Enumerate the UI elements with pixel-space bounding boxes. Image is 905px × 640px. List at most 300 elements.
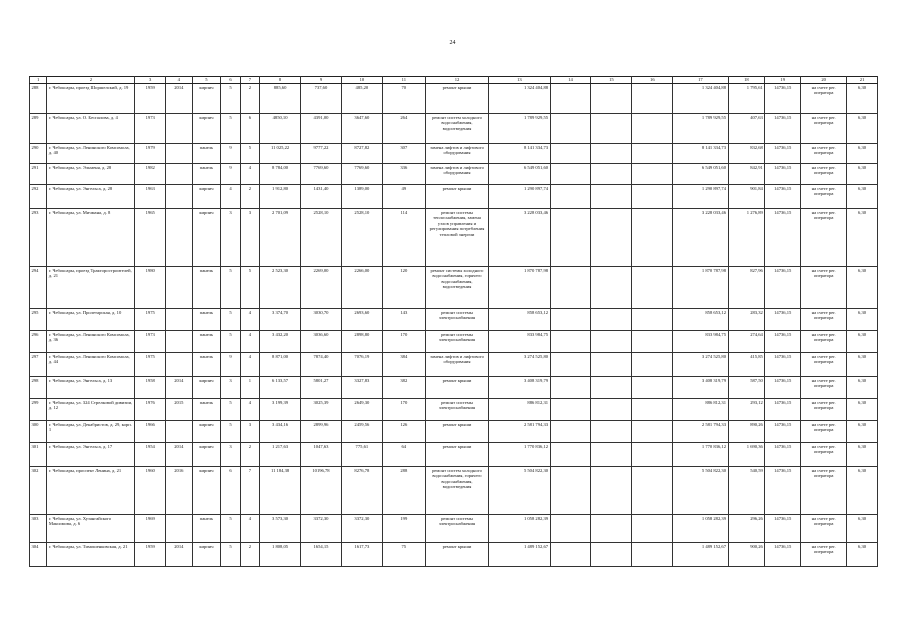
cell-residential-area: 485,20 xyxy=(341,84,382,114)
cell-premises-area: 3036,60 xyxy=(301,331,342,353)
cell-unit-cost: 415,85 xyxy=(728,353,765,377)
cell-owners-funds: 3 274 525,80 xyxy=(673,353,728,377)
cell-owners-funds: 3 228 033,46 xyxy=(673,209,728,267)
cell-residents: 120 xyxy=(382,267,425,309)
cell-cost-col-15 xyxy=(591,399,632,421)
cell-row-number: 291 xyxy=(30,164,47,185)
cell-row-number: 290 xyxy=(30,144,47,164)
cell-work-type: ремонт крыши xyxy=(425,84,488,114)
cell-address: г. Чебоксары, ул. Энгельса, д. 28 xyxy=(47,185,135,209)
cell-planned-year-col: 6,30 xyxy=(847,331,878,353)
cell-unit-cost: 827,96 xyxy=(728,267,765,309)
cell-cost-col-14 xyxy=(550,84,591,114)
column-number: 15 xyxy=(591,77,632,84)
cell-unit-cost: 1 795,61 xyxy=(728,84,765,114)
cell-cost-col-16 xyxy=(632,209,673,267)
cell-work-type: замена лифтов и лифтового оборудования xyxy=(425,353,488,377)
cell-fund-method: на счете рег. оператора xyxy=(801,377,847,399)
column-number: 17 xyxy=(673,77,728,84)
cell-row-number: 295 xyxy=(30,309,47,331)
cell-cost-col-16 xyxy=(632,515,673,543)
cell-total-area: 1 808,05 xyxy=(260,543,301,567)
cell-cost-col-16 xyxy=(632,164,673,185)
cell-year-built: 1982 xyxy=(135,164,166,185)
cell-address: г. Чебоксары, проезд Тракторостроителей, д. 21 xyxy=(47,267,135,309)
cell-planned-year-col: 6,30 xyxy=(847,399,878,421)
cell-cost-col-14 xyxy=(550,443,591,467)
cell-residents: 143 xyxy=(382,309,425,331)
cell-entrances: 4 xyxy=(240,353,259,377)
cell-cost-col-15 xyxy=(591,309,632,331)
cell-fund-method: на счете рег. оператора xyxy=(801,114,847,144)
cell-cost-col-14 xyxy=(550,421,591,443)
cell-unit-limit: 14736,15 xyxy=(765,114,801,144)
cell-cost-col-14 xyxy=(550,331,591,353)
cell-wall-material: кирпич xyxy=(192,377,221,399)
cell-address: г. Чебоксары, ул. Пролетарская, д. 10 xyxy=(47,309,135,331)
cell-premises-area: 5801,27 xyxy=(301,377,342,399)
column-number: 4 xyxy=(166,77,193,84)
column-number: 18 xyxy=(728,77,765,84)
cell-cost-col-16 xyxy=(632,543,673,567)
cell-fund-method: на счете рег. оператора xyxy=(801,515,847,543)
cell-unit-limit: 14736,15 xyxy=(765,443,801,467)
cell-wall-material: панель xyxy=(192,399,221,421)
cell-wall-material: кирпич xyxy=(192,185,221,209)
cell-row-number: 299 xyxy=(30,399,47,421)
cell-work-type: ремонт крыши xyxy=(425,185,488,209)
cell-cost-col-14 xyxy=(550,399,591,421)
cell-cost-col-15 xyxy=(591,515,632,543)
cell-year-renovated xyxy=(166,185,193,209)
table-row xyxy=(30,267,878,309)
column-number: 11 xyxy=(382,77,425,84)
cell-unit-cost: 540,59 xyxy=(728,467,765,515)
cell-total-area: 11 025,22 xyxy=(260,144,301,164)
cell-total-cost: 833 984,75 xyxy=(489,331,550,353)
cell-year-built: 1975 xyxy=(135,353,166,377)
cell-cost-col-14 xyxy=(550,515,591,543)
cell-owners-funds: 833 984,75 xyxy=(673,331,728,353)
cell-residents: 264 xyxy=(382,114,425,144)
cell-cost-col-16 xyxy=(632,377,673,399)
cell-cost-col-16 xyxy=(632,467,673,515)
cell-cost-col-14 xyxy=(550,467,591,515)
cell-total-cost: 1 870 787,98 xyxy=(489,267,550,309)
cell-unit-cost: 842,91 xyxy=(728,164,765,185)
cell-premises-area: 3372,30 xyxy=(301,515,342,543)
cell-floors: 5 xyxy=(221,399,240,421)
cell-wall-material: кирпич xyxy=(192,467,221,515)
cell-owners-funds: 886 812,31 xyxy=(673,399,728,421)
cell-entrances: 5 xyxy=(240,267,259,309)
cell-cost-col-16 xyxy=(632,185,673,209)
cell-wall-material: кирпич xyxy=(192,543,221,567)
cell-year-renovated xyxy=(166,144,193,164)
cell-unit-limit: 14736,15 xyxy=(765,399,801,421)
cell-cost-col-16 xyxy=(632,443,673,467)
cell-planned-year-col: 6,30 xyxy=(847,353,878,377)
cell-premises-area: 737,60 xyxy=(301,84,342,114)
capital-repair-table xyxy=(29,76,878,567)
cell-unit-limit: 14736,15 xyxy=(765,309,801,331)
cell-residents: 382 xyxy=(382,377,425,399)
cell-year-built: 1973 xyxy=(135,114,166,144)
cell-cost-col-14 xyxy=(550,209,591,267)
column-number: 21 xyxy=(847,77,878,84)
cell-wall-material: кирпич xyxy=(192,84,221,114)
cell-total-cost: 1 489 152,67 xyxy=(489,543,550,567)
cell-residents: 384 xyxy=(382,353,425,377)
cell-floors: 5 xyxy=(221,114,240,144)
cell-owners-funds: 1 770 836,12 xyxy=(673,443,728,467)
cell-cost-col-15 xyxy=(591,209,632,267)
cell-total-cost: 8 141 334,73 xyxy=(489,144,550,164)
cell-residential-area: 1617,73 xyxy=(341,543,382,567)
cell-year-built: 1976 xyxy=(135,399,166,421)
cell-planned-year-col: 6,30 xyxy=(847,443,878,467)
cell-wall-material: кирпич xyxy=(192,209,221,267)
cell-planned-year-col: 6,30 xyxy=(847,377,878,399)
column-number: 10 xyxy=(341,77,382,84)
cell-planned-year-col: 6,30 xyxy=(847,543,878,567)
cell-unit-cost: 296,26 xyxy=(728,515,765,543)
cell-unit-cost: 900,26 xyxy=(728,543,765,567)
cell-residents: 307 xyxy=(382,144,425,164)
cell-cost-col-16 xyxy=(632,84,673,114)
cell-row-number: 293 xyxy=(30,209,47,267)
cell-cost-col-15 xyxy=(591,185,632,209)
column-number: 7 xyxy=(240,77,259,84)
cell-total-area: 2 701,09 xyxy=(260,209,301,267)
cell-planned-year-col: 6,30 xyxy=(847,421,878,443)
cell-year-renovated xyxy=(166,331,193,353)
table-row xyxy=(30,467,878,515)
cell-entrances: 2 xyxy=(240,443,259,467)
cell-year-renovated xyxy=(166,309,193,331)
cell-row-number: 294 xyxy=(30,267,47,309)
column-number: 20 xyxy=(801,77,847,84)
cell-work-type: ремонт системы электроснабжения xyxy=(425,331,488,353)
cell-address: г. Чебоксары, ул. Энгельса, д. 17 xyxy=(47,443,135,467)
cell-planned-year-col: 6,30 xyxy=(847,515,878,543)
cell-total-area: 8 871,00 xyxy=(260,353,301,377)
table-row xyxy=(30,84,878,114)
cell-cost-col-14 xyxy=(550,353,591,377)
cell-fund-method: на счете рег. оператора xyxy=(801,185,847,209)
cell-total-cost: 1 789 929,55 xyxy=(489,114,550,144)
table-row xyxy=(30,515,878,543)
cell-unit-cost: 293,12 xyxy=(728,399,765,421)
cell-total-area: 3 434,16 xyxy=(260,421,301,443)
cell-total-cost: 3 228 033,46 xyxy=(489,209,550,267)
cell-row-number: 302 xyxy=(30,467,47,515)
column-number-row xyxy=(30,77,878,84)
cell-unit-cost: 274,64 xyxy=(728,331,765,353)
cell-owners-funds: 2 581 794,33 xyxy=(673,421,728,443)
cell-work-type: ремонт системы холодного водоснабжения, горячего водоснабжения, водоотведения xyxy=(425,267,488,309)
cell-residents: 126 xyxy=(382,421,425,443)
table-row xyxy=(30,164,878,185)
cell-wall-material: кирпич xyxy=(192,114,221,144)
page-number: 24 xyxy=(449,40,456,46)
cell-year-built: 1975 xyxy=(135,309,166,331)
cell-owners-funds: 3 408 319,79 xyxy=(673,377,728,399)
cell-total-area: 3 573,30 xyxy=(260,515,301,543)
cell-fund-method: на счете рег. оператора xyxy=(801,421,847,443)
cell-year-renovated xyxy=(166,209,193,267)
cell-residential-area: 775,61 xyxy=(341,443,382,467)
column-number: 3 xyxy=(135,77,166,84)
cell-row-number: 296 xyxy=(30,331,47,353)
column-number: 1 xyxy=(30,77,47,84)
cell-residential-area: 2459,56 xyxy=(341,421,382,443)
cell-entrances: 4 xyxy=(240,399,259,421)
cell-cost-col-16 xyxy=(632,353,673,377)
cell-row-number: 289 xyxy=(30,114,47,144)
cell-entrances: 4 xyxy=(240,164,259,185)
cell-total-area: 6 133,57 xyxy=(260,377,301,399)
cell-year-renovated: 2016 xyxy=(166,467,193,515)
cell-residential-area: 2266,00 xyxy=(341,267,382,309)
cell-fund-method: на счете рег. оператора xyxy=(801,209,847,267)
cell-planned-year-col: 6,30 xyxy=(847,185,878,209)
cell-row-number: 303 xyxy=(30,515,47,543)
cell-residential-area: 2693,60 xyxy=(341,309,382,331)
cell-unit-cost: 1 276,89 xyxy=(728,209,765,267)
cell-unit-limit: 14736,15 xyxy=(765,515,801,543)
cell-year-renovated: 2014 xyxy=(166,543,193,567)
table-row xyxy=(30,309,878,331)
table-row xyxy=(30,377,878,399)
cell-year-built: 1980 xyxy=(135,267,166,309)
cell-year-built: 1965 xyxy=(135,209,166,267)
cell-unit-limit: 14736,15 xyxy=(765,421,801,443)
cell-year-built: 1960 xyxy=(135,467,166,515)
cell-cost-col-15 xyxy=(591,267,632,309)
table-row xyxy=(30,543,878,567)
cell-planned-year-col: 6,30 xyxy=(847,144,878,164)
cell-premises-area: 2269,00 xyxy=(301,267,342,309)
cell-residential-area: 8276,78 xyxy=(341,467,382,515)
cell-premises-area: 9777,22 xyxy=(301,144,342,164)
column-number: 12 xyxy=(425,77,488,84)
cell-row-number: 288 xyxy=(30,84,47,114)
cell-owners-funds: 1 058 282,39 xyxy=(673,515,728,543)
cell-fund-method: на счете рег. оператора xyxy=(801,164,847,185)
cell-planned-year-col: 6,30 xyxy=(847,84,878,114)
cell-work-type: ремонт систем холодного водоснабжения, горячего водоснабжения, водоотведения xyxy=(425,467,488,515)
cell-total-cost: 6 549 051,60 xyxy=(489,164,550,185)
cell-cost-col-16 xyxy=(632,399,673,421)
cell-unit-cost: 890,26 xyxy=(728,421,765,443)
cell-floors: 4 xyxy=(221,185,240,209)
cell-year-renovated xyxy=(166,267,193,309)
cell-row-number: 301 xyxy=(30,443,47,467)
cell-residents: 336 xyxy=(382,164,425,185)
cell-premises-area: 7769,60 xyxy=(301,164,342,185)
table-row xyxy=(30,144,878,164)
cell-cost-col-14 xyxy=(550,267,591,309)
cell-wall-material: панель xyxy=(192,144,221,164)
cell-year-built: 1969 xyxy=(135,515,166,543)
cell-total-area: 885,60 xyxy=(260,84,301,114)
cell-wall-material: панель xyxy=(192,164,221,185)
cell-planned-year-col: 6,30 xyxy=(847,467,878,515)
table-row xyxy=(30,443,878,467)
cell-year-renovated xyxy=(166,114,193,144)
cell-floors: 5 xyxy=(221,84,240,114)
column-number: 8 xyxy=(260,77,301,84)
cell-fund-method: на счете рег. оператора xyxy=(801,399,847,421)
cell-unit-cost: 901,84 xyxy=(728,185,765,209)
cell-planned-year-col: 6,30 xyxy=(847,267,878,309)
cell-premises-area: 7874,40 xyxy=(301,353,342,377)
cell-owners-funds: 1 324 404,88 xyxy=(673,84,728,114)
cell-premises-area: 2528,10 xyxy=(301,209,342,267)
cell-row-number: 300 xyxy=(30,421,47,443)
cell-unit-limit: 14736,15 xyxy=(765,144,801,164)
cell-residents: 70 xyxy=(382,84,425,114)
cell-work-type: ремонт систем холодного водоснабжения, водоотведения xyxy=(425,114,488,144)
cell-entrances: 3 xyxy=(240,209,259,267)
cell-residents: 114 xyxy=(382,209,425,267)
cell-year-renovated: 2014 xyxy=(166,443,193,467)
cell-total-cost: 2 581 794,33 xyxy=(489,421,550,443)
column-number: 2 xyxy=(47,77,135,84)
cell-fund-method: на счете рег. оператора xyxy=(801,543,847,567)
cell-planned-year-col: 6,30 xyxy=(847,209,878,267)
cell-floors: 3 xyxy=(221,209,240,267)
cell-cost-col-15 xyxy=(591,164,632,185)
cell-total-area: 3 374,70 xyxy=(260,309,301,331)
cell-unit-limit: 14736,15 xyxy=(765,331,801,353)
cell-work-type: ремонт системы электроснабжения xyxy=(425,399,488,421)
cell-residential-area: 2528,10 xyxy=(341,209,382,267)
cell-year-built: 1979 xyxy=(135,144,166,164)
cell-floors: 5 xyxy=(221,515,240,543)
column-number: 9 xyxy=(301,77,342,84)
cell-floors: 9 xyxy=(221,144,240,164)
cell-wall-material: панель xyxy=(192,515,221,543)
cell-entrances: 5 xyxy=(240,144,259,164)
cell-unit-limit: 14736,15 xyxy=(765,377,801,399)
cell-work-type: ремонт крыши xyxy=(425,443,488,467)
column-number: 13 xyxy=(489,77,550,84)
cell-cost-col-15 xyxy=(591,467,632,515)
cell-entrances: 2 xyxy=(240,84,259,114)
cell-address: г. Чебоксары, ул. Декабристов, д. 29, корп. 1 xyxy=(47,421,135,443)
column-number: 14 xyxy=(550,77,591,84)
cell-entrances: 2 xyxy=(240,543,259,567)
table-row xyxy=(30,331,878,353)
cell-year-renovated: 2014 xyxy=(166,377,193,399)
column-number: 5 xyxy=(192,77,221,84)
cell-owners-funds: 6 549 051,60 xyxy=(673,164,728,185)
cell-year-built: 1966 xyxy=(135,421,166,443)
cell-total-area: 3 432,20 xyxy=(260,331,301,353)
cell-residential-area: 2649,30 xyxy=(341,399,382,421)
cell-total-area: 2 523,30 xyxy=(260,267,301,309)
cell-year-renovated: 2014 xyxy=(166,84,193,114)
cell-work-type: ремонт крыши xyxy=(425,543,488,567)
cell-floors: 5 xyxy=(221,309,240,331)
cell-year-renovated xyxy=(166,515,193,543)
cell-residents: 64 xyxy=(382,443,425,467)
cell-total-cost: 5 504 822,30 xyxy=(489,467,550,515)
cell-wall-material: кирпич xyxy=(192,443,221,467)
cell-unit-cost: 1 690,36 xyxy=(728,443,765,467)
cell-address: г. Чебоксары, ул. Тимошенковская, д. 21 xyxy=(47,543,135,567)
cell-cost-col-14 xyxy=(550,144,591,164)
cell-total-cost: 1 058 282,39 xyxy=(489,515,550,543)
cell-work-type: ремонт системы электроснабжения xyxy=(425,515,488,543)
cell-residential-area: 2898,80 xyxy=(341,331,382,353)
cell-year-renovated xyxy=(166,421,193,443)
cell-row-number: 298 xyxy=(30,377,47,399)
cell-premises-area: 3025,39 xyxy=(301,399,342,421)
cell-residential-area: 1389,00 xyxy=(341,185,382,209)
cell-fund-method: на счете рег. оператора xyxy=(801,267,847,309)
cell-cost-col-15 xyxy=(591,543,632,567)
cell-cost-col-16 xyxy=(632,144,673,164)
cell-year-built: 1958 xyxy=(135,377,166,399)
cell-residential-area: 7769,60 xyxy=(341,164,382,185)
cell-cost-col-16 xyxy=(632,267,673,309)
cell-year-built: 1963 xyxy=(135,185,166,209)
cell-total-area: 3 199,39 xyxy=(260,399,301,421)
table-row xyxy=(30,421,878,443)
cell-unit-limit: 14736,15 xyxy=(765,267,801,309)
cell-total-area: 4850,10 xyxy=(260,114,301,144)
cell-total-cost: 3 274 525,80 xyxy=(489,353,550,377)
cell-cost-col-15 xyxy=(591,353,632,377)
cell-entrances: 6 xyxy=(240,114,259,144)
cell-address: г. Чебоксары, ул. О. Беспалова, д. 4 xyxy=(47,114,135,144)
cell-wall-material: панель xyxy=(192,353,221,377)
cell-total-area: 1 912,80 xyxy=(260,185,301,209)
cell-work-type: ремонт крыши xyxy=(425,377,488,399)
cell-cost-col-15 xyxy=(591,144,632,164)
cell-address: г. Чебоксары, ул. Ленинского Комсомола, д. 36 xyxy=(47,331,135,353)
cell-floors: 5 xyxy=(221,421,240,443)
cell-work-type: замена лифтов и лифтового оборудования xyxy=(425,144,488,164)
cell-wall-material: панель xyxy=(192,309,221,331)
cell-total-area: 8 784,00 xyxy=(260,164,301,185)
cell-premises-area: 4391,00 xyxy=(301,114,342,144)
cell-fund-method: на счете рег. оператора xyxy=(801,144,847,164)
cell-cost-col-15 xyxy=(591,443,632,467)
cell-total-cost: 3 408 319,79 xyxy=(489,377,550,399)
cell-entrances: 3 xyxy=(240,421,259,443)
cell-cost-col-14 xyxy=(550,114,591,144)
cell-unit-cost: 832,68 xyxy=(728,144,765,164)
cell-address: г. Чебоксары, проезд Шоршелский, д. 19 xyxy=(47,84,135,114)
cell-cost-col-14 xyxy=(550,309,591,331)
cell-total-cost: 1 770 836,12 xyxy=(489,443,550,467)
cell-cost-col-15 xyxy=(591,421,632,443)
cell-year-built: 1959 xyxy=(135,543,166,567)
cell-residents: 199 xyxy=(382,515,425,543)
cell-total-cost: 1 290 897,74 xyxy=(489,185,550,209)
cell-address: г. Чебоксары, ул. Ленинского Комсомола, д. 40 xyxy=(47,144,135,164)
cell-cost-col-14 xyxy=(550,185,591,209)
cell-premises-area: 3030,70 xyxy=(301,309,342,331)
cell-address: г. Чебоксары, ул. Хузангайского Максимова, д. 6 xyxy=(47,515,135,543)
cell-planned-year-col: 6,30 xyxy=(847,114,878,144)
cell-unit-limit: 14736,15 xyxy=(765,164,801,185)
cell-fund-method: на счете рег. оператора xyxy=(801,331,847,353)
